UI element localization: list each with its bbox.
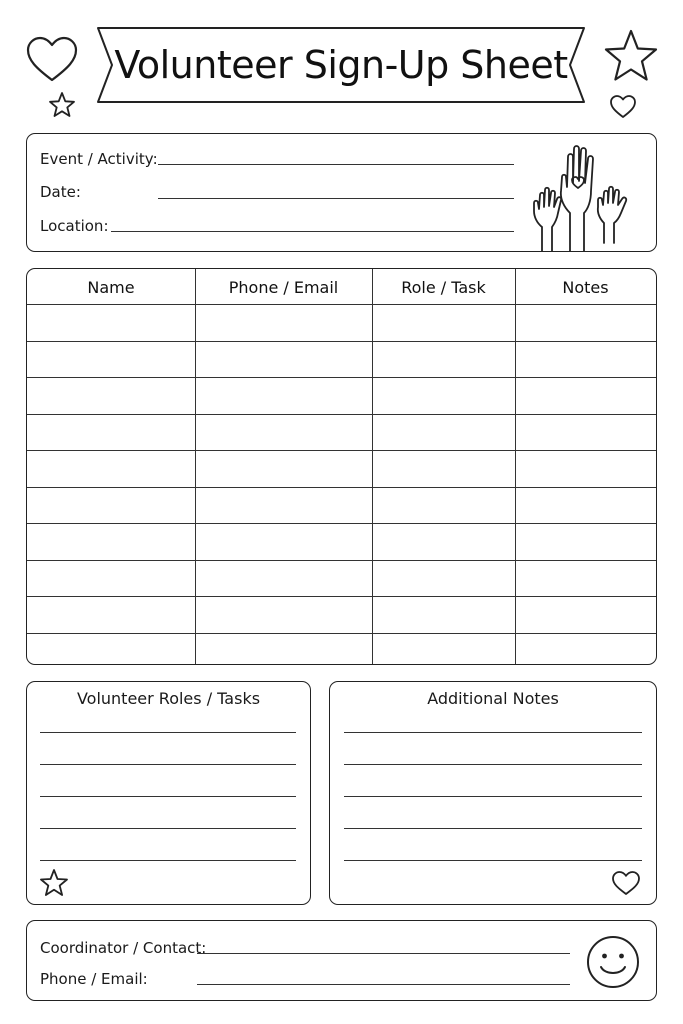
heart-icon	[609, 94, 637, 120]
table-header-phone-email: Phone / Email	[228, 277, 339, 297]
table-header-divider	[27, 304, 656, 305]
roles-line[interactable]	[40, 860, 296, 861]
notes-line[interactable]	[344, 860, 642, 861]
raised-hands-icon	[528, 143, 638, 251]
table-header-name: Name	[87, 277, 135, 297]
table-row-divider	[27, 560, 656, 561]
table-row-divider	[27, 633, 656, 634]
page-title: Volunteer Sign-Up Sheet	[114, 43, 568, 87]
table-header-notes: Notes	[562, 277, 609, 297]
heart-icon	[26, 36, 78, 84]
location-line[interactable]	[111, 231, 514, 232]
table-row-divider	[27, 523, 656, 524]
event-activity-label: Event / Activity:	[40, 150, 158, 168]
star-icon	[39, 868, 69, 898]
table-row-divider	[27, 450, 656, 451]
notes-line[interactable]	[344, 764, 642, 765]
notes-line[interactable]	[344, 732, 642, 733]
date-line[interactable]	[158, 198, 514, 199]
roles-line[interactable]	[40, 764, 296, 765]
star-icon	[48, 91, 76, 119]
table-header-role-task: Role / Task	[401, 277, 486, 297]
roles-line[interactable]	[40, 732, 296, 733]
table-column-divider	[195, 269, 196, 664]
roles-line[interactable]	[40, 828, 296, 829]
heart-icon	[611, 870, 641, 897]
location-label: Location:	[40, 217, 109, 235]
volunteer-table	[26, 268, 657, 665]
additional-notes-panel	[329, 681, 657, 905]
table-row-divider	[27, 377, 656, 378]
additional-notes-title: Additional Notes	[427, 689, 559, 708]
coordinator-contact-label: Coordinator / Contact:	[40, 939, 207, 957]
notes-line[interactable]	[344, 796, 642, 797]
phone-email-label: Phone / Email:	[40, 970, 148, 988]
table-row-divider	[27, 414, 656, 415]
table-row-divider	[27, 341, 656, 342]
table-column-divider	[372, 269, 373, 664]
table-row-divider	[27, 487, 656, 488]
event-activity-line[interactable]	[158, 164, 514, 165]
table-column-divider	[515, 269, 516, 664]
coordinator-contact-line[interactable]	[197, 953, 570, 954]
roles-line[interactable]	[40, 796, 296, 797]
star-icon	[602, 28, 660, 86]
phone-email-line[interactable]	[197, 984, 570, 985]
coordinator-contact-box	[26, 920, 657, 1001]
date-label: Date:	[40, 183, 81, 201]
notes-line[interactable]	[344, 828, 642, 829]
table-row-divider	[27, 596, 656, 597]
volunteer-roles-title: Volunteer Roles / Tasks	[76, 689, 261, 708]
smiley-face-icon	[585, 934, 641, 990]
